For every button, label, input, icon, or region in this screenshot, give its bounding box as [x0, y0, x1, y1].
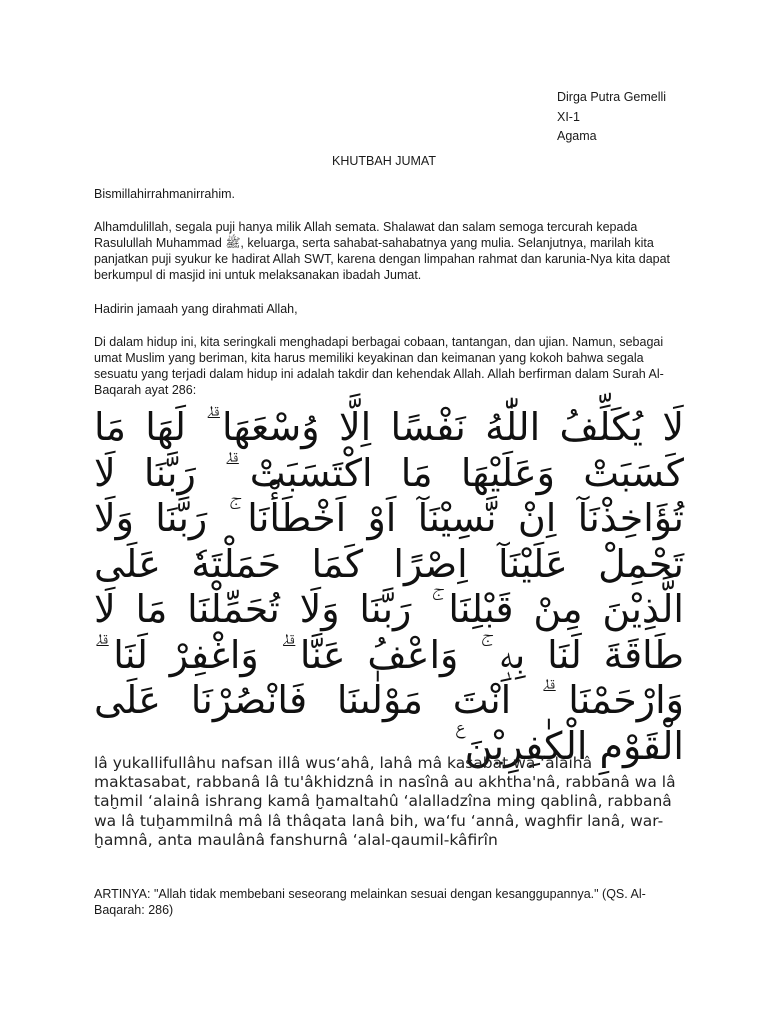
- arabic-verse: لَا يُكَلِّفُ اللّٰهُ نَفْسًا اِلَّا وُسْعَهَا ۗ لَهَا مَا كَسَبَتْ وَعَلَيْهَا مَا اكْتَسَبَتْ ۗ رَبَّنَا لَا تُؤَاخِذْنَآ اِنْ نَّسِيْنَآ اَوْ اَخْطَأْنَا ۚ رَبَّنَا وَلَا تَحْمِلْ عَلَيْنَآ اِصْرًا كَمَا حَمَلْتَهٗ عَلَى الَّذِيْنَ مِنْ قَبْلِنَا ۚ رَبَّنَا وَلَا تُحَمِّلْنَا مَا لَا طَاقَةَ لَنَا بِهٖ ۚ وَاعْفُ عَنَّا ۗ وَاغْفِرْ لَنَا ۗ وَارْحَمْنَا ۗ اَنْتَ مَوْلٰىنَا فَانْصُرْنَا عَلَى الْقَوْمِ الْكٰفِرِيْنَ ࣖ: [94, 405, 684, 768]
- author-subject: Agama: [557, 129, 597, 143]
- author-class: XI-1: [557, 109, 580, 124]
- document-title: KHUTBAH JUMAT: [332, 154, 436, 168]
- translation-paragraph: ARTINYA: "Allah tidak membebani seseorang melainkan sesuai dengan kesanggupannya." (QS. Al-Baqarah: 286): [94, 887, 646, 917]
- author-name: Dirga Putra Gemelli: [557, 90, 667, 104]
- intro-paragraph: Di dalam hidup ini, kita seringkali menghadapi berbagai cobaan, tantangan, dan ujian. Namun, sebagai umat Muslim yang beriman, kita harus memiliki keyakinan dan keimanan yang kokoh bahwa segala sesuatu yang terjadi dalam hidup ini adalah takdir dan kehendak Allah. Allah berfirman dalam Surah Al-Baqarah ayat 286:: [94, 335, 664, 397]
- opening-basmala: Bismillahirrahmanirrahim.: [94, 187, 236, 201]
- greeting-line: Hadirin jamaah yang dirahmati Allah,: [94, 302, 298, 316]
- transliteration-paragraph: lâ yukallifullâhu nafsan illâ wus‘ahâ, lahâ mâ kasabat wa ‘alaihâ maktasabat, rabbanâ lâ tu'âkhidznâ in nasînâ au akhtha'nâ, rabbanâ wa lâ taḫmil ‘alainâ ishrang kamâ ḫamaltahû ‘alalladzîna ming qablinâ, rabbanâ wa lâ tuḫammilnâ mâ lâ thâqata lanâ bih, wa‘fu ‘annâ, waghfir lanâ, war-ḫamnâ, anta maulânâ fanshurnâ ‘alal-qaumil-kâfirîn: [94, 754, 676, 849]
- author-block: [557, 88, 666, 147]
- praise-paragraph: Alhamdulillah, segala puji hanya milik Allah semata. Shalawat dan salam semoga tercurah kepada Rasulullah Muhammad ﷺ, keluarga, serta sahabat-sahabatnya yang mulia. Selanjutnya, marilah kita panjatkan puji syukur ke hadirat Allah SWT, karena dengan limpahan rahmat dan karunia-Nya kita dapat berkumpul di masjid ini untuk melaksanakan ibadah Jumat.: [94, 220, 671, 282]
